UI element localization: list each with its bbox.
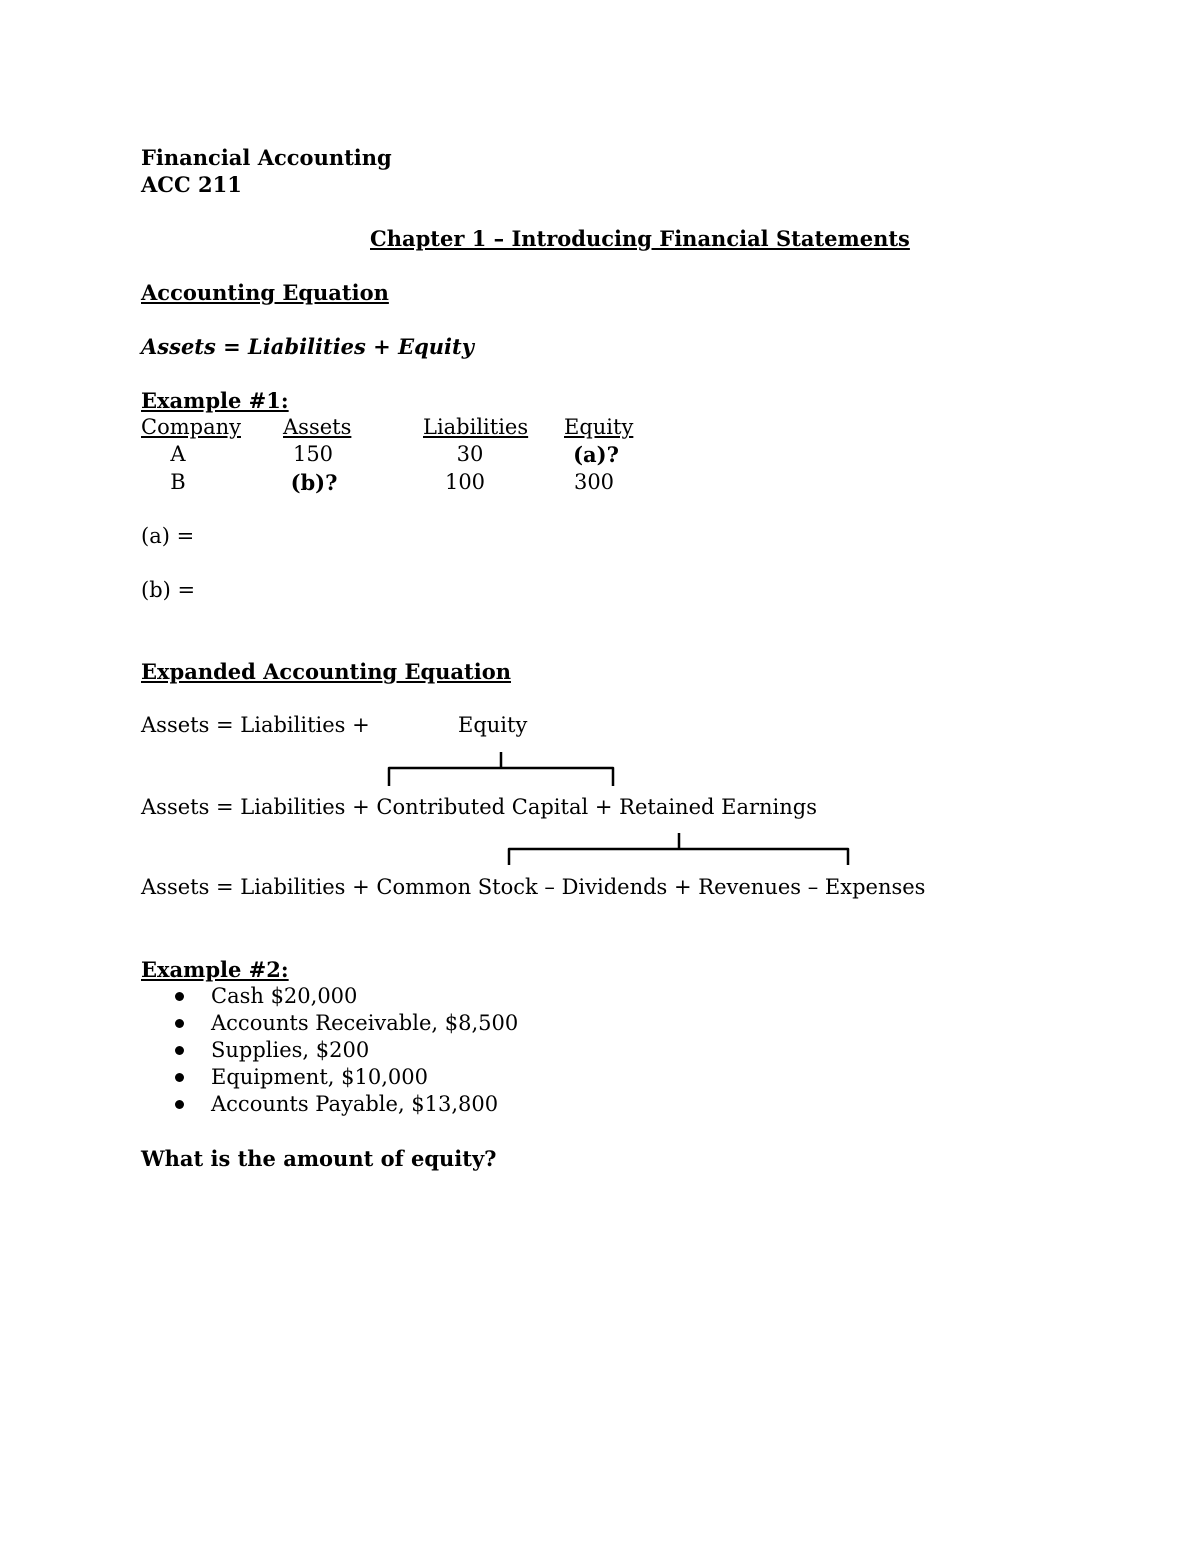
column-header-company: Company: [141, 415, 241, 439]
example1-heading: Example #1:: [141, 388, 289, 413]
course-name: Financial Accounting: [141, 145, 392, 170]
column-header-assets: Assets: [283, 415, 352, 439]
bullet-icon: [175, 1100, 184, 1109]
example2-item-list: [141, 983, 518, 1118]
table-cell-assets-a: 150: [292, 442, 334, 466]
bullet-icon: [175, 1019, 184, 1028]
bullet-icon: [175, 1073, 184, 1082]
expanded-line1-left: Assets = Liabilities +: [141, 713, 370, 737]
list-item: Cash $20,000: [141, 983, 518, 1010]
answer-b-line: (b) =: [141, 578, 196, 602]
bullet-icon: [175, 1046, 184, 1055]
accounting-equation-heading: Accounting Equation: [141, 280, 389, 305]
expanded-equation-heading: Expanded Accounting Equation: [141, 659, 511, 684]
table-cell-liabilities-b: 100: [444, 470, 486, 494]
example2-heading: Example #2:: [141, 957, 289, 982]
accounting-equation-formula: Assets = Liabilities + Equity: [141, 334, 474, 359]
list-item: Accounts Receivable, $8,500: [141, 1010, 518, 1037]
expanded-line2: Assets = Liabilities + Contributed Capital + Retained Earnings: [141, 795, 817, 819]
table-cell-equity-a: (a)?: [573, 442, 619, 467]
column-header-liabilities: Liabilities: [423, 415, 529, 439]
table-cell-company-a: A: [170, 442, 186, 466]
column-header-equity: Equity: [564, 415, 634, 439]
table-cell-equity-b: 300: [573, 470, 615, 494]
course-code: ACC 211: [141, 172, 242, 197]
table-cell-liabilities-a: 30: [456, 442, 484, 466]
table-cell-company-b: B: [170, 470, 186, 494]
retained-earnings-bracket-icon: [505, 829, 855, 869]
equity-bracket-icon: [385, 748, 621, 790]
list-item: Accounts Payable, $13,800: [141, 1091, 518, 1118]
list-item: Equipment, $10,000: [141, 1064, 518, 1091]
chapter-title: Chapter 1 – Introducing Financial Statements: [370, 226, 910, 251]
expanded-line3: Assets = Liabilities + Common Stock – Dividends + Revenues – Expenses: [141, 875, 926, 899]
bullet-icon: [175, 992, 184, 1001]
table-cell-assets-b: (b)?: [290, 470, 338, 495]
answer-a-line: (a) =: [141, 524, 195, 548]
expanded-line1-equity: Equity: [458, 713, 528, 737]
equity-question: What is the amount of equity?: [141, 1146, 497, 1171]
list-item: Supplies, $200: [141, 1037, 518, 1064]
